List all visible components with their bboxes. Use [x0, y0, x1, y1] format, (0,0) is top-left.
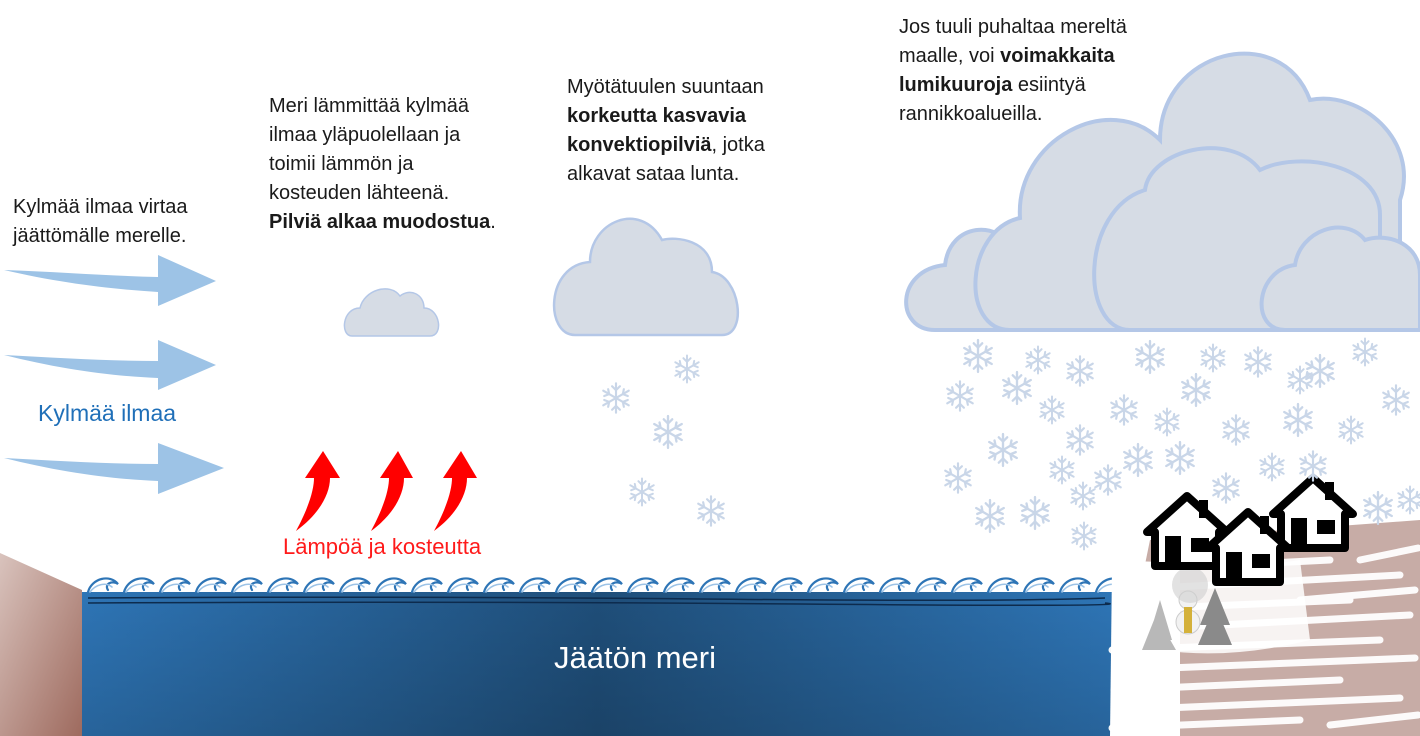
snowflake-icon	[1223, 415, 1248, 444]
snowflake-icon	[1067, 356, 1092, 385]
snowflake-icon	[1339, 417, 1362, 444]
snowflake-icon	[1364, 492, 1392, 524]
snowflake-icon	[1111, 395, 1136, 424]
snowflake-icon	[1182, 374, 1210, 406]
snowflake-icon	[1155, 409, 1178, 436]
snowflake-icon	[698, 496, 723, 525]
snowflake-icon	[1166, 442, 1194, 474]
snowflake-icon	[1245, 347, 1270, 376]
snowflake-icon	[964, 340, 992, 372]
heat-arrow-2	[371, 451, 413, 531]
small-cloud	[344, 289, 438, 336]
snowflake-icon	[1071, 483, 1094, 510]
medium-cloud	[554, 219, 738, 335]
cold-air-arrow-3	[4, 443, 224, 494]
snowflake-icon	[1021, 497, 1049, 529]
snowflake-icon	[1284, 404, 1312, 436]
snowflake-icon	[1003, 372, 1031, 404]
snowflake-icon	[1072, 523, 1095, 550]
snowflake-icon	[1050, 457, 1073, 484]
caption-convective-clouds: Myötätuulen suuntaan korkeutta kasvavia konvektiopilviä, jotka alkavat sataa lunta.	[567, 76, 765, 185]
left-shore	[0, 553, 82, 736]
cold-air-arrow-2	[4, 340, 216, 390]
snowflake-icon	[603, 383, 628, 412]
snowflake-icon	[630, 479, 653, 506]
sea-label: Jäätön meri	[554, 640, 716, 675]
heat-arrow-3	[434, 451, 477, 531]
snowflake-icon	[1095, 465, 1120, 494]
snowflake-icon	[675, 356, 698, 383]
snowflake-icon	[1201, 345, 1224, 372]
snowflake-icon	[1260, 454, 1283, 481]
caption-snow-squalls: Jos tuuli puhaltaa mereltä maalle, voi voimakkaita lumikuuroja esiintyä rannikkoalueilla.	[899, 16, 1127, 125]
caption-cold-air-flow: Kylmää ilmaa virtaa jäättömälle merelle.	[13, 196, 188, 247]
snowflake-icon	[654, 416, 682, 448]
cold-air-arrows	[4, 255, 224, 494]
caption-sea-heats-air: Meri lämmittää kylmää ilmaa yläpuolellaan ja toimii lämmön ja kosteuden lähteenä. Pilviä alkaa muodostua.	[269, 95, 496, 233]
snowflake-icon	[989, 434, 1017, 466]
heat-moisture-label: Lämpöä ja kosteutta	[283, 534, 482, 559]
snowflake-icon	[1026, 347, 1049, 374]
heat-arrow-1	[296, 451, 340, 531]
snowflake-icon	[1288, 367, 1311, 394]
snowflake-icon	[1300, 451, 1325, 480]
snowflake-icon	[947, 381, 972, 410]
cold-air-label: Kylmää ilmaa	[38, 400, 177, 426]
snowflake-icon	[1213, 473, 1238, 502]
cold-air-arrow-1	[4, 255, 216, 306]
snowflake-icon	[1136, 341, 1164, 373]
snowflake-icon	[1383, 385, 1408, 414]
waves	[88, 578, 1126, 592]
snowflake-icon	[1040, 397, 1063, 424]
snowflake-icon	[1353, 339, 1376, 366]
heat-arrows	[296, 451, 477, 531]
snowflake-icon	[945, 463, 970, 492]
snowflake-icon	[976, 500, 1004, 532]
snowflake-icon	[1067, 425, 1092, 454]
snowflake-icon	[1124, 444, 1152, 476]
snowflake-icon	[1398, 487, 1420, 514]
